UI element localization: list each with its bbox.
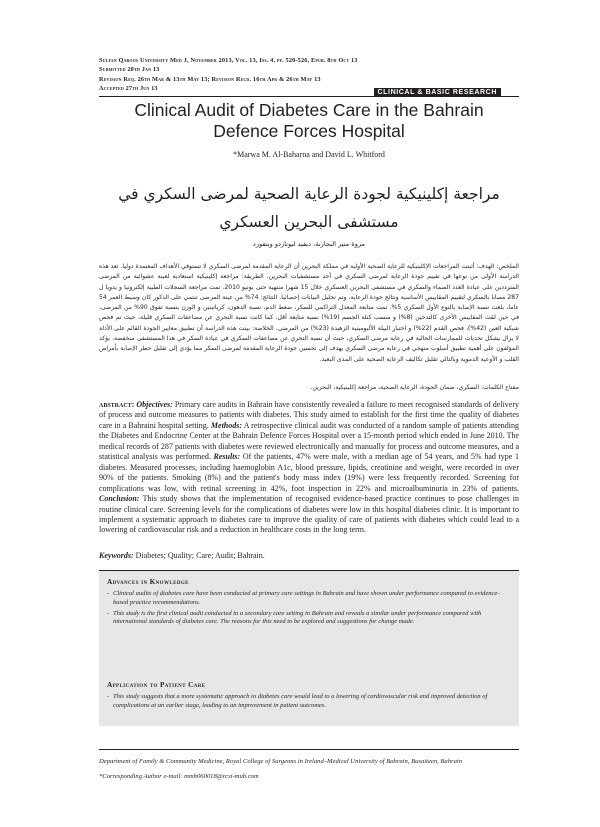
arabic-authors: مروة منير البحارنة، ديفيد ليوناردو ويتفورد <box>252 240 366 248</box>
arabic-abstract-text: الملخص: الهدف: أثبتت المراجعات الإكلينيكية للرعاية الصحية الأولية في مملكة البحرين أن الرعاية المقدمة لمرضى السكري لا تستوفي الأهداف المعتمدة دوليا. تعد هذه الدراسة الأولى من نوعها في تقييم جودة الرعاية لمرضى السكري في أحد مستشفيات البحرين. الطريقة: مراجعة إكلينيكية استعادية لعينة عشوائية من المرضى المترددين على عيادة الغدد الصماء والسكري في مستشفى البحرين العسكري خلال 15 شهرا منتهية حتى يونيو 2010. تمت مراجعة السجلات الطبية إلكترونيا و يدويا ل 287 مصابا بالسكري لتقييم المقاييس الأساسية ونتائج جودة الرعاية، وتم تحليل البيانات إحصائيا. النتائج: 74% من عينة المرضى تنتمي على الذكور كان وسيط العمر 54 عاما، بلغت نسبة الإصابة بالنوع الأول السكري 5%. تمت متابعة المعدل التراكمي للسكر، ضغط الدم، نسبة الدهون، كرياتينين و الوزن بنسبة تفوق 90% من المرضى، في حين لقت المقاييس الأخرى كالتدخين (8%) و منسب كتلة الجسم (19%) نسبة متابعة أقل. كما كانت نسبة التحري عن مضاعفات السكري قليلة، حيث تم فحص شبكية العين (42%)، فحص القدم (22%) و اختبار البيلة الألبومينية الزهيدة (23%) من المرضى. الخلاصة: بينت هذه الدراسة أن تطبيق معايير الجودة القائم على الأدلة لا يزال يشكل تحديات للممارسات الحالية في رعاية مرضى السكري، حيث أن نسبة التحري عن مضاعفات السكري في عيادة السكر في هذا المستشفى منخفضة. يؤكد المؤلفون على أهمية تطبيق أسلوب منهجي في رعاية مرضى السكري يهدف إلى تحسين جودة الرعاية المقدمة لمرضى السكر مما يؤدي إلى تقليل خطر الإصابة بأمراض القلب و الأوعية الدموية وبالتالي تقليل تكاليف الرعاية الصحية على المدى البعيد. <box>99 263 520 363</box>
english-abstract <box>99 400 519 536</box>
arabic-abstract <box>99 262 519 365</box>
results-text: Of the patients, 47% were male, with a median age of 54 years, and 5% had type 1 diabetes. Measured processes, including haemoglobin A1c, blood pressure, lipids, creatinine and weight, were recorded in over 90% of the patients. Smoking (8%) and the patient's body mass index (19%) were less frequently recorded. Screening for complications was low, with retinal screening in 42%, foot inspection in 22% and microalbuminuria in 23% of patients. <box>99 452 520 493</box>
arabic-keywords: مفتاح الكلمات: السكري، ضمان الجودة، الرعاية الصحية، مراجعة إكلينيكية، البحرين. <box>310 384 519 391</box>
objectives-text: Primary care audits in Bahrain have consistently revealed a failure to meet recognised standards of delivery of process and outcome measures to patients with diabetes. This study aimed to establish for the first time the quality of diabetes care in a Bahraini hospital setting. <box>99 400 520 430</box>
citation-line: Sultan Qaboos University Med J, November 2013, Vol. 13, Iss. 4, pp. 520-526, Epub. 8th Oct 13 <box>99 57 358 64</box>
application-list <box>107 693 511 713</box>
abstract-label: abstract: <box>99 400 135 409</box>
keywords-label: Keywords: <box>99 551 134 560</box>
list-item: - This study is the first clinical audit conducted in a secondary care setting in Bahrain and reveals a similar under performance compared with international standards of diabetes care. The reasons for this need to be explored and suggestions for change made. <box>107 609 482 626</box>
keywords <box>99 551 519 560</box>
accepted-line: Accepted 27th Jun 13 <box>99 85 158 93</box>
advances-heading: Advances in Knowledge <box>107 578 189 586</box>
keywords-text: Diabetes; Quality; Care; Audit; Bahrain. <box>135 551 265 560</box>
methods-text: A retrospective clinical audit was conducted of a random sample of patients attending the Diabetes and Endocrine Center at the Bahrain Defence Forces Hospital over a 15-month period which ended in June 2010. The medical records of 287 patients with diabetes were reviewed electronically and manually for process and outcome measures, and a statistical analysis was performed. <box>99 420 520 462</box>
conclusion-label: Conclusion: <box>99 494 140 504</box>
submitted-line: Submitted 20th Jan 13 <box>99 66 160 74</box>
conclusion-text: This study shows that the implementation of recognised evidence-based practice continues to pose challenges in routine clinical care. Screening levels for the complications of diabetes were low in this hospital diabetes clinic. It is important to implement a systematic approach to diabetes care to improve the quality of care of patients with diabetes which could lead to a lowering of cardiovascular risk and a reduction in healthcare costs in the long term. <box>99 494 519 535</box>
arabic-title: مراجعة إكلينيكية لجودة الرعاية الصحية لمرضى السكري في مستشفى البحرين العسكري <box>118 185 500 231</box>
footer <box>99 757 519 781</box>
section-tag: CLINICAL & BASIC RESEARCH <box>374 88 502 97</box>
revision-line: Revision Req. 26th Mar & 13th May 13; Revision Recd. 16th Apr & 26th May 13 <box>99 75 321 83</box>
authors: *Marwa M. Al-Baharna and David L. Whitford <box>233 150 385 159</box>
affiliation: Department of Family & Community Medicine, Royal College of Surgeons in Ireland–Medical University of Bahrain, Busaiteen, Bahrain <box>99 758 463 765</box>
list-item: - This study suggests that a more systematic approach to diabetes care would lead to a lowering of cardiovascular risk and improved detection of complications at an earlier stage, leading to an improvement in patient outcomes. <box>107 693 488 709</box>
list-item: - Clinical audits of diabetes care have been conducted at primary care settings in Bahrain and have shown under performance compared to evidence-based practice recommendations. <box>107 590 500 606</box>
advances-list <box>107 590 511 629</box>
footer-rule <box>99 749 519 750</box>
objectives-label: Objectives: <box>136 400 173 409</box>
title-line-2: Defence Forces Hospital <box>213 121 405 141</box>
results-label: Results: <box>213 452 241 462</box>
article-title <box>99 100 519 142</box>
application-heading: Application to Patient Care <box>107 681 206 689</box>
corresponding-author: *Corresponding Author e-mail: mmb060018@rcsi-mub.com <box>99 773 259 781</box>
methods-label: Methods: <box>210 420 243 430</box>
title-line-1: Clinical Audit of Diabetes Care in the Bahrain <box>134 100 484 120</box>
